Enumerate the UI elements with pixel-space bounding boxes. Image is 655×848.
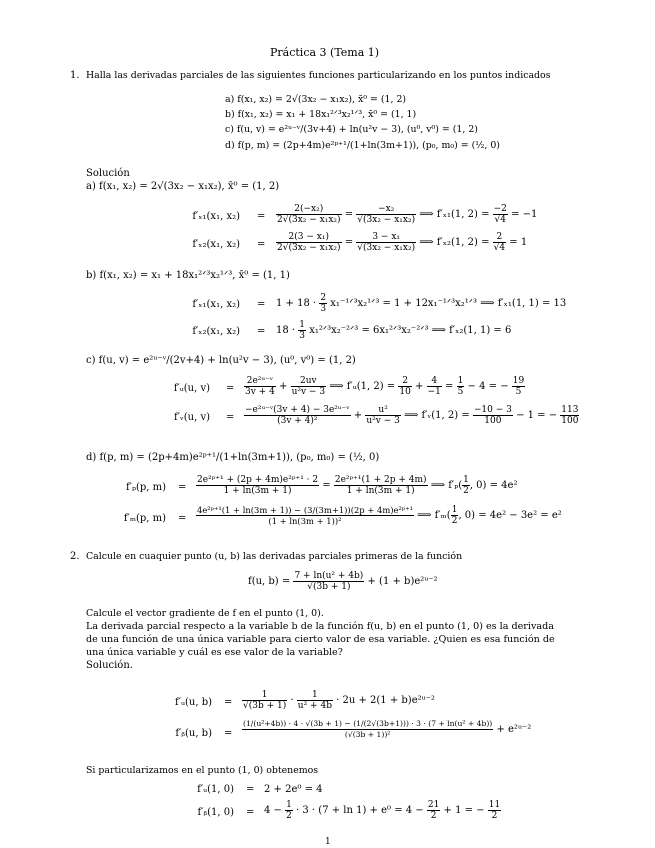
problem-2-row-2 — [0, 719, 655, 749]
numerator: u² — [365, 405, 400, 416]
equation-rhs: $\frac{\text{2e²ᵖ⁺¹ + (2p + 4m)e²ᵖ⁺¹ · 2}}{1 + \ln(3m + 1)}$ = $\frac{\text{2e²ᵖ⁺¹(1 + 2p + 4m)}}{1 + \ln(3m + 1)}$ ⟹ f′ₚ( $\frac{1}{2}$ , 0) = 4e² — [197, 475, 518, 496]
implication: ⟹ f′ᵥ(1, 2) = — [404, 410, 470, 421]
numerator: 11 — [488, 800, 501, 810]
denominator: 2√(3x₂ − x₁x₂) — [277, 243, 341, 253]
operator: + — [415, 381, 424, 392]
numerator: −x₂ — [356, 204, 416, 215]
numerator: 1 — [242, 690, 287, 701]
fraction — [356, 232, 416, 253]
denominator: 3v + 4 — [245, 387, 275, 397]
numerator: 1 — [451, 505, 458, 515]
problem-2-number: 2. — [70, 551, 80, 562]
numerator: 1 — [299, 320, 306, 330]
numerator: −e²ᵘ⁻ᵛ(3v + 4) − 3e²ᵘ⁻ᵛ — [245, 405, 350, 415]
equals-sign: = — [257, 326, 266, 337]
equation-lhs: f′ₓ₁(x₁, x₂) — [192, 299, 240, 310]
numerator: 2e²ᵖ⁺¹ + (2p + 4m)e²ᵖ⁺¹ · 2 — [197, 475, 319, 485]
result: , 0) = 4e² − 3e² = e² — [458, 510, 562, 521]
solution-label-2: Solución. — [86, 660, 133, 671]
operator: + — [279, 381, 288, 392]
denominator: √(3x₂ − x₁x₂) — [357, 243, 416, 253]
denominator: 2 — [491, 811, 498, 821]
numerator: 1 — [463, 475, 469, 485]
part-b-row-1 — [0, 293, 655, 317]
numerator: 19 — [512, 376, 525, 386]
page-number: 1 — [325, 837, 331, 847]
term: + 1 = − — [443, 805, 485, 816]
numerator: 2e²ᵘ⁻ᵛ — [244, 376, 276, 387]
equation-lhs: f′ₘ(p, m) — [123, 513, 166, 524]
equation-lhs: f′ᵤ(u, b) — [175, 697, 212, 708]
fraction — [398, 376, 411, 397]
fraction — [493, 204, 508, 225]
problem-1-item-d: d) f(p, m) = (2p+4m)e²ᵖ⁺¹/(1+ln(3m+1)), (p₀, m₀) = (½, 0) — [225, 140, 500, 151]
equation-lhs: f′ᵤ(1, 0) — [197, 784, 234, 795]
denominator: 3 — [320, 304, 327, 314]
part-d-header: d) f(p, m) = (2p+4m)e²ᵖ⁺¹/(1+ln(3m+1)), (p₀, m₀) = (½, 0) — [86, 452, 380, 463]
result: = −1 — [511, 209, 538, 220]
numerator: 21 — [427, 800, 440, 810]
result: = 1 — [509, 237, 528, 248]
equation-rhs: $\frac{\text{2(−x₂)}}{\text{2√(3x₂ − x₁x₂)}}$ = $\frac{\text{−x₂}}{\text{√(3x₂ − x₁x₂)}}$ ⟹ f′ₓ₁(1, 2) = $\frac{-2}{√4}$ = −1 — [277, 204, 538, 225]
equals-sign: = — [226, 412, 235, 423]
numerator: 2e²ᵖ⁺¹(1 + 2p + 4m) — [334, 475, 427, 485]
equation-lhs: f′ₓ₂(x₁, x₂) — [192, 326, 240, 337]
denominator: 10 — [399, 387, 411, 397]
operator: − 1 = − — [516, 410, 558, 421]
part-d-row-2 — [0, 505, 655, 533]
fraction — [196, 475, 319, 496]
fraction — [242, 690, 287, 711]
term: · 3 · (7 + ln 1) + e⁰ = 4 − — [296, 805, 424, 816]
numerator: 7 + ln(u² + 4b) — [294, 571, 364, 581]
implication: ⟹ f′ᵤ(1, 2) = — [329, 381, 396, 392]
evaluation-row-1 — [0, 782, 655, 798]
denominator: 3 — [299, 331, 306, 341]
numerator: 4 — [427, 376, 442, 387]
implication: ⟹ f′ₓ₁(1, 2) = — [419, 209, 490, 220]
equation-rhs — [276, 320, 511, 341]
denominator: √(3x₂ − x₁x₂) — [357, 215, 416, 225]
denominator: 5 — [515, 387, 522, 397]
fraction — [462, 475, 470, 496]
term: x₁²ᐟ³x₂⁻²ᐟ³ = 6x₁²ᐟ³x₂⁻²ᐟ³ ⟹ f′ₓ₂(1, 1) = 6 — [309, 325, 512, 336]
term: x₁⁻¹ᐟ³x₂¹ᐟ³ = 1 + 12x₁⁻¹ᐟ³x₂¹ᐟ³ ⟹ f′ₓ₁(1, 1) = 13 — [330, 298, 567, 309]
equals-sign: = — [257, 239, 266, 250]
part-c-row-1 — [0, 376, 655, 402]
numerator: −10 − 3 — [473, 405, 512, 415]
denominator: √4 — [494, 215, 507, 225]
equals-sign: = — [178, 513, 187, 524]
numerator: 1 — [457, 376, 464, 386]
denominator: u²v − 3 — [366, 416, 400, 426]
equals-sign: = — [178, 482, 187, 493]
fraction — [244, 376, 276, 397]
fraction — [473, 405, 513, 426]
numerator: 1 — [297, 690, 333, 701]
equation-rhs — [242, 719, 531, 740]
denominator: 2 — [463, 486, 469, 496]
fraction — [560, 405, 579, 426]
fraction — [298, 320, 306, 341]
denominator: 5 — [457, 387, 464, 397]
term: 1 + 18 · — [276, 298, 317, 309]
fraction — [297, 690, 333, 711]
numerator: 2 — [320, 293, 327, 303]
denominator: −1 — [427, 387, 441, 397]
problem-2-text-1: Calcule el vector gradiente de f en el punto (1, 0). — [86, 608, 324, 619]
equation-lhs: f′ᵤ(u, v) — [173, 383, 210, 394]
equation-lhs: f′ₚ(p, m) — [125, 482, 166, 493]
implication: ⟹ f′ₚ( — [430, 480, 463, 491]
problem-1-item-b: b) f(x₁, x₂) = x₁ + 18x₁²ᐟ³x₂¹ᐟ³, x̄⁰ = (1, 1) — [225, 109, 417, 120]
problem-2-text-2: La derivada parcial respecto a la variable b de la función f(u, b) en el punto (1, 0) es la derivada de una función de una única variable para cierto valor de esa variable. ¿Quien es esa función de una única variable y cuál es ese valor de la variable? — [86, 621, 555, 658]
part-b-header: b) f(x₁, x₂) = x₁ + 18x₁²ᐟ³x₂¹ᐟ³, x̄⁰ = (1, 1) — [86, 270, 290, 281]
fraction — [457, 376, 465, 397]
implication: ⟹ f′ₓ₂(1, 2) = — [419, 237, 490, 248]
fraction — [276, 204, 342, 225]
part-a-header: a) f(x₁, x₂) = 2√(3x₂ − x₁x₂), x̄⁰ = (1, 2) — [86, 181, 280, 192]
fraction — [291, 376, 326, 397]
result: , 0) = 4e² — [469, 480, 518, 491]
numerator: 2uv — [291, 376, 326, 387]
denominator: 1 + ln(3m + 1) — [223, 486, 292, 496]
numerator: 1 — [286, 800, 292, 810]
solution-label-1: Solución — [86, 168, 130, 179]
denominator: (√(3b + 1))² — [344, 730, 391, 739]
fraction — [293, 571, 364, 592]
numerator: 2 — [493, 232, 506, 243]
equation-rhs: $\frac{\text{2(3 − x₁)}}{\text{2√(3x₂ − x₁x₂)}}$ = $\frac{\text{3 − x₁}}{\text{√(3x₂ − x₁x₂)}}$ ⟹ f′ₓ₂(1, 2) = $\frac{2}{√4}$ = 1 — [277, 232, 528, 253]
term: + (1 + b)e²ᵘ⁻² — [367, 576, 438, 587]
page-title: Práctica 3 (Tema 1) — [270, 46, 380, 59]
fraction — [427, 376, 442, 397]
part-a-row-2 — [0, 232, 655, 258]
problem-1-item-a: a) f(x₁, x₂) = 2√(3x₂ − x₁x₂), x̄⁰ = (1, 2) — [225, 94, 407, 105]
fraction — [242, 719, 493, 740]
equation-rhs — [244, 405, 579, 426]
numerator: 2 — [398, 376, 411, 387]
particularize-text: Si particularizamos en el punto (1, 0) obtenemos — [86, 765, 319, 776]
denominator: √(3b + 1) — [243, 701, 287, 711]
term: 18 · — [276, 325, 296, 336]
denominator: 100 — [561, 416, 579, 426]
equals-sign: = — [226, 383, 235, 394]
equation-rhs — [264, 800, 501, 821]
term: · 2u + 2(1 + b)e²ᵘ⁻² — [336, 695, 435, 706]
denominator: u² + 4b — [297, 701, 332, 711]
fraction — [334, 475, 428, 496]
fraction — [512, 376, 525, 397]
part-a-row-1 — [0, 204, 655, 230]
numerator: 2(−x₂) — [276, 204, 342, 215]
part-c-row-2 — [0, 405, 655, 431]
fraction — [276, 232, 342, 253]
part-c-header: c) f(u, v) = e²ᵘ⁻ᵛ/(2v+4) + ln(u²v − 3), (u⁰, v⁰) = (1, 2) — [86, 355, 356, 366]
problem-1-number: 1. — [70, 70, 80, 81]
problem-1-item-c: c) f(u, v) = e²ᵘ⁻ᵛ/(3v+4) + ln(u²v − 3), (u⁰, v⁰) = (1, 2) — [225, 124, 478, 135]
term: 4 − — [264, 805, 282, 816]
fraction — [196, 505, 414, 526]
implication: ⟹ f′ₘ( — [417, 510, 451, 521]
term: + e²ᵘ⁻² — [496, 724, 532, 735]
fraction — [365, 405, 400, 426]
problem-2-statement: Calcule en cuaquier punto (u, b) las derivadas parciales primeras de la función — [86, 551, 463, 562]
equals-sign: = — [257, 211, 266, 222]
operator: + — [353, 410, 363, 421]
denominator: (3v + 4)² — [277, 416, 318, 426]
numerator: 4e²ᵖ⁺¹(1 + ln(3m + 1)) − (3/(3m+1))(2p + 4m)e²ᵖ⁺¹ — [197, 505, 413, 515]
fraction — [493, 232, 506, 253]
problem-2-row-1 — [0, 690, 655, 716]
problem-1-statement: Halla las derivadas parciales de las siguientes funciones particularizando en los puntos indicados — [86, 70, 551, 81]
denominator: (1 + ln(3m + 1))² — [268, 516, 342, 526]
equation-rhs — [244, 376, 525, 397]
function-definition — [248, 571, 438, 592]
equation-rhs — [276, 293, 566, 314]
denominator: u²v − 3 — [291, 387, 326, 397]
equation-lhs: f′ᵦ(1, 0) — [197, 807, 234, 818]
fraction — [285, 800, 293, 821]
equation-lhs: f′ₓ₁(x₁, x₂) — [192, 211, 240, 222]
fraction — [244, 405, 351, 426]
equation-rhs: 2 + 2e⁰ = 4 — [264, 784, 323, 795]
equation-lhs: f′ᵦ(u, b) — [175, 728, 212, 739]
equation-rhs — [196, 505, 562, 526]
equals-sign: = — [224, 697, 233, 708]
operator: − 4 = − — [467, 381, 509, 392]
operator: = — [445, 381, 454, 392]
equals-sign: = — [257, 299, 266, 310]
function-lhs: f(u, b) = — [248, 576, 291, 587]
equation-rhs — [242, 690, 435, 711]
denominator: 2√(3x₂ − x₁x₂) — [277, 215, 341, 225]
operator: · — [290, 695, 294, 706]
evaluation-row-2 — [0, 800, 655, 826]
denominator: 100 — [484, 416, 502, 426]
numerator: 2(3 − x₁) — [276, 232, 342, 243]
numerator: 113 — [561, 405, 579, 415]
denominator: 2 — [451, 516, 458, 526]
equation-lhs: f′ₓ₂(x₁, x₂) — [192, 239, 240, 250]
denominator: √(3b + 1) — [307, 582, 351, 592]
numerator: 3 − x₁ — [356, 232, 416, 243]
fraction — [356, 204, 416, 225]
denominator: 1 + ln(3m + 1) — [346, 486, 415, 496]
denominator: √4 — [493, 243, 506, 253]
part-b-row-2 — [0, 320, 655, 344]
part-d-row-1 — [0, 475, 655, 501]
denominator: 2 — [430, 811, 437, 821]
fraction — [488, 800, 501, 821]
equals-sign: = — [246, 807, 255, 818]
numerator: −2 — [493, 204, 507, 214]
equals-sign: = — [246, 784, 255, 795]
fraction — [427, 800, 440, 821]
fraction — [319, 293, 327, 314]
problem-2-function — [0, 571, 655, 597]
numerator: (1/(u²+4b)) · 4 · √(3b + 1) − (1/(2√(3b+1))) · 3 · (7 + ln(u² + 4b)) — [243, 719, 493, 728]
denominator: 2 — [286, 811, 292, 821]
equals-sign: = — [224, 728, 233, 739]
equation-lhs: f′ᵥ(u, v) — [174, 412, 210, 423]
